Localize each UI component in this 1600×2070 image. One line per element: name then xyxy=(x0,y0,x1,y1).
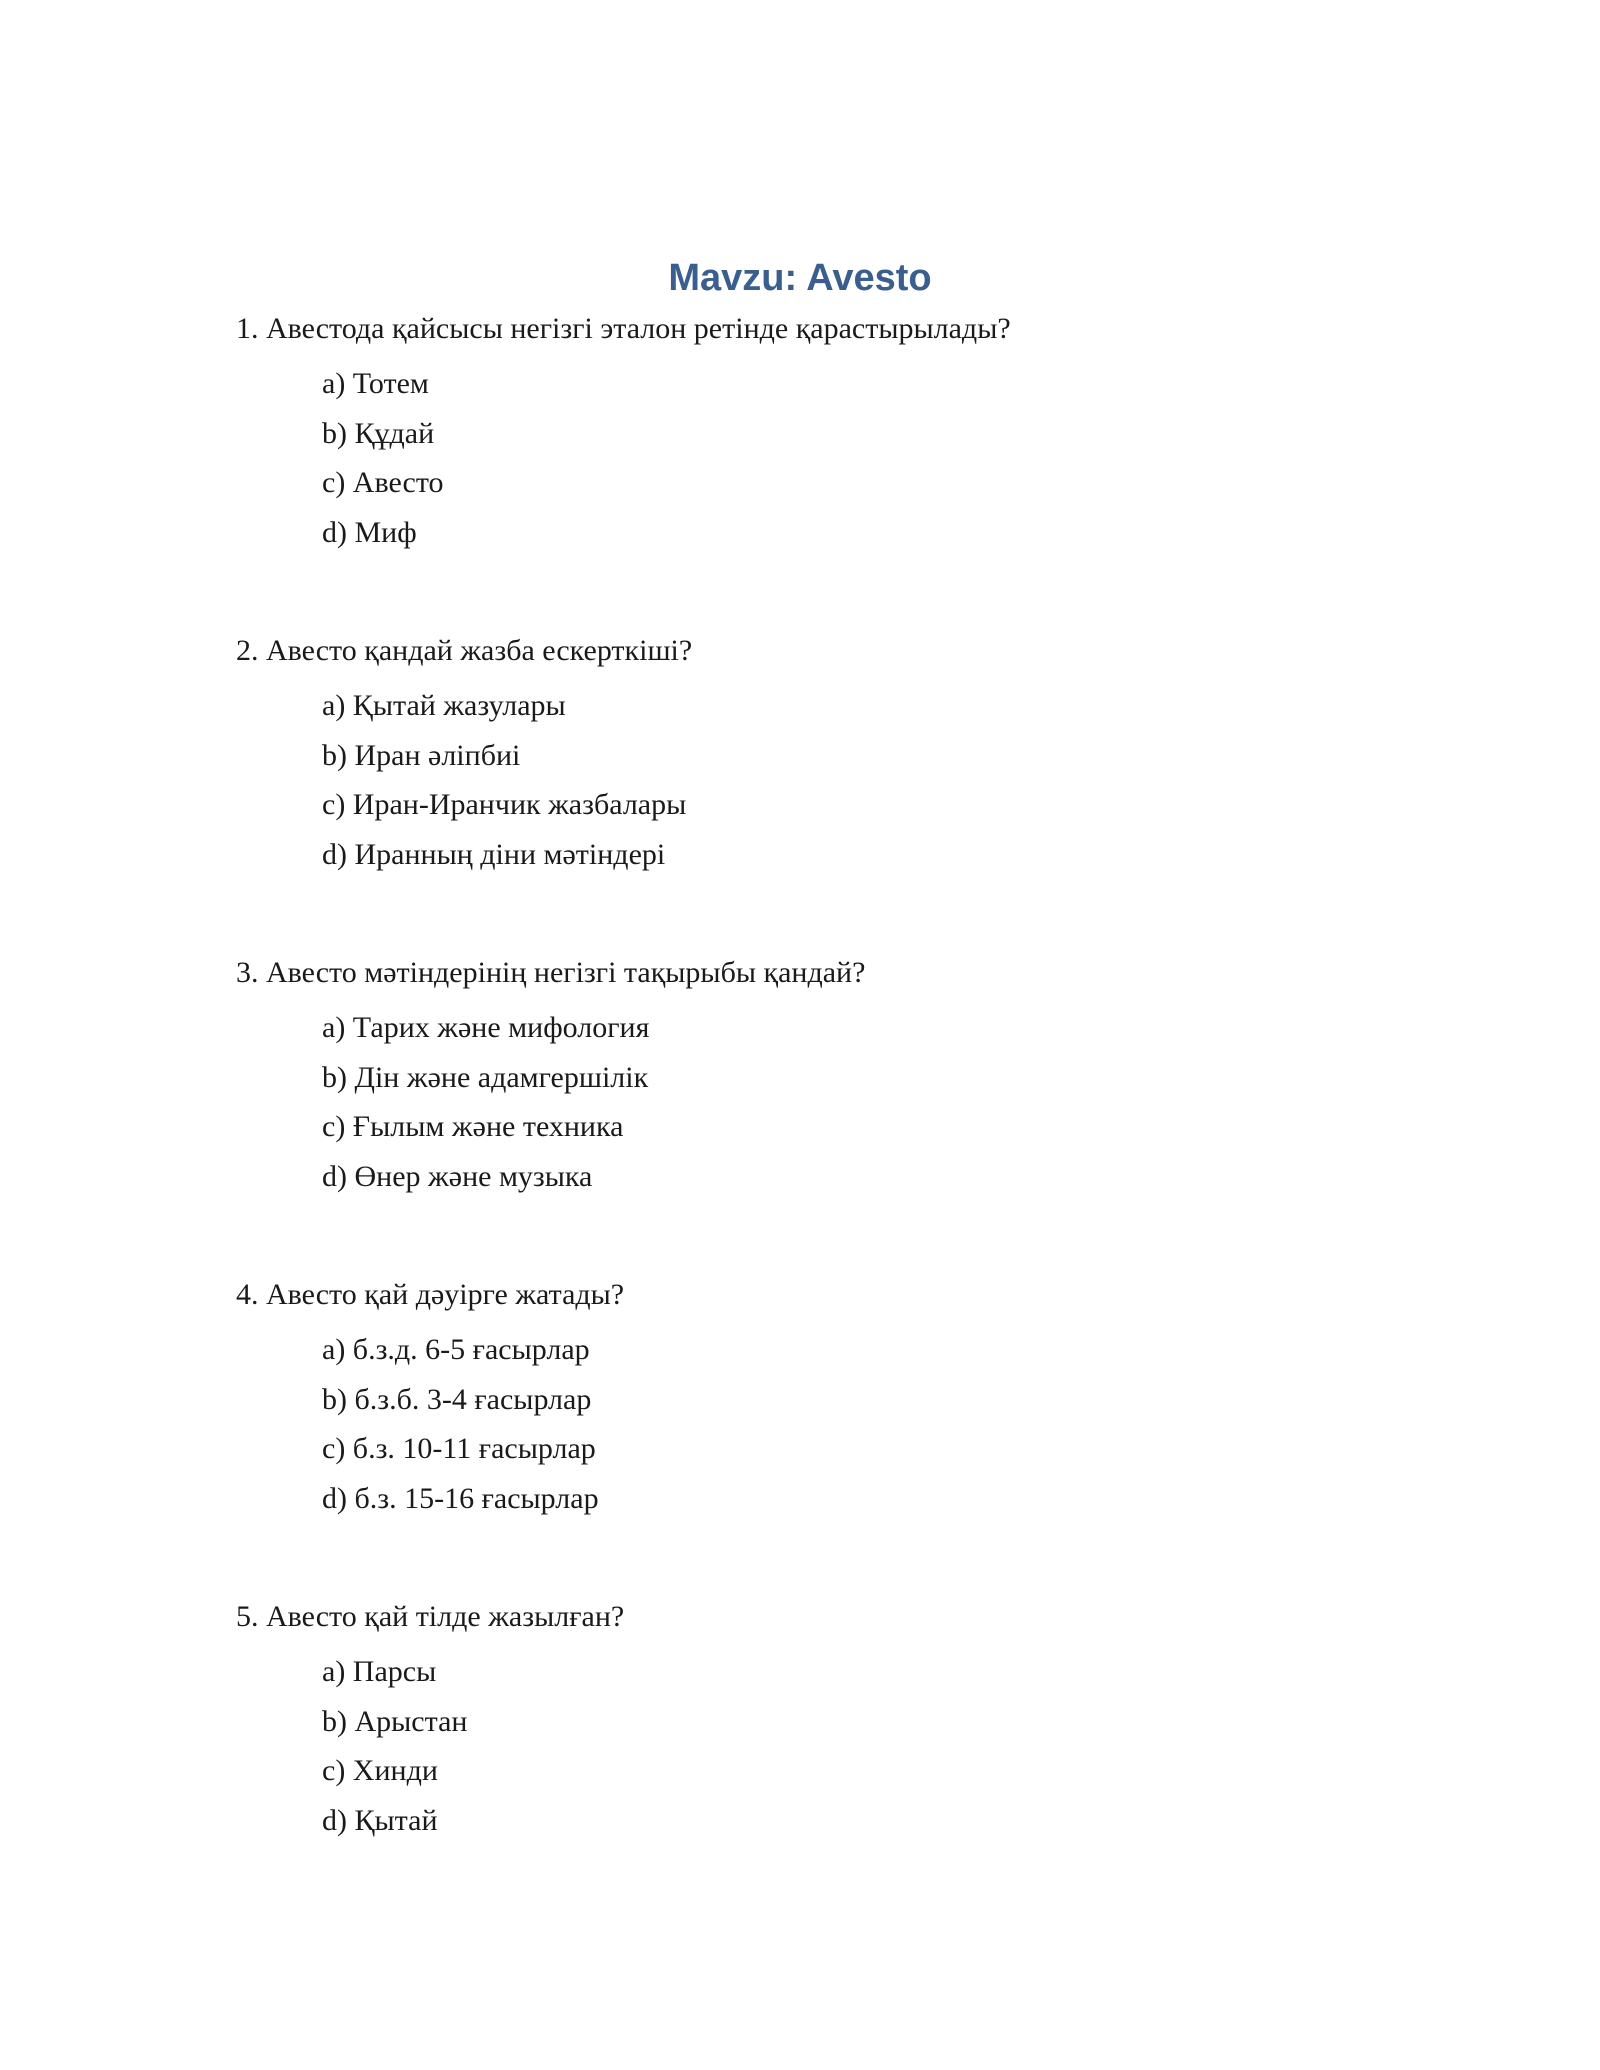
answer-options xyxy=(236,1325,1436,1523)
question-text: 2. Авесто қандай жазба ескерткіші? xyxy=(236,634,693,667)
answer-option: d) Иранның діни мәтіндері xyxy=(322,837,666,871)
answer-option: b) Дін және адамгершілік xyxy=(322,1060,649,1094)
answer-option: d) б.з. 15-16 ғасырлар xyxy=(322,1481,599,1515)
answer-option: b) Иран әліпбиі xyxy=(322,738,521,772)
answer-option: a) б.з.д. 6-5 ғасырлар xyxy=(322,1333,590,1366)
answer-option: b) Арыстан xyxy=(322,1704,468,1738)
answer-option: b) б.з.б. 3-4 ғасырлар xyxy=(322,1382,592,1416)
answer-option: a) Парсы xyxy=(322,1655,437,1688)
answer-option: c) Авесто xyxy=(322,466,444,499)
answer-option: a) Тарих және мифология xyxy=(322,1011,650,1044)
question-item xyxy=(236,305,1436,627)
answer-options xyxy=(236,1003,1436,1201)
answer-option: c) Хинди xyxy=(322,1754,438,1787)
question-text: 1. Авестода қайсысы негізгі эталон ретінде қарастырылады? xyxy=(236,312,1011,345)
question-item xyxy=(236,949,1436,1271)
answer-option: d) Өнер және музыка xyxy=(322,1159,593,1193)
question-item xyxy=(236,1271,1436,1593)
answer-options xyxy=(236,681,1436,879)
answer-option: d) Қытай xyxy=(322,1803,438,1837)
answer-options xyxy=(236,359,1436,557)
answer-option: a) Тотем xyxy=(322,367,429,400)
question-text: 4. Авесто қай дәуірге жатады? xyxy=(236,1278,625,1311)
document-title: Mavzu: Avesto xyxy=(668,257,932,299)
question-item xyxy=(236,627,1436,949)
question-list xyxy=(236,305,1436,1915)
answer-option: c) б.з. 10-11 ғасырлар xyxy=(322,1432,596,1465)
answer-option: d) Миф xyxy=(322,515,417,549)
question-item xyxy=(236,1593,1436,1915)
question-text: 5. Авесто қай тілде жазылған? xyxy=(236,1600,625,1633)
question-text: 3. Авесто мәтіндерінің негізгі тақырыбы қандай? xyxy=(236,956,866,989)
answer-option: c) Ғылым және техника xyxy=(322,1110,624,1143)
answer-option: c) Иран-Иранчик жазбалары xyxy=(322,788,687,821)
answer-options xyxy=(236,1647,1436,1845)
answer-option: b) Құдай xyxy=(322,416,435,450)
answer-option: a) Қытай жазулары xyxy=(322,689,566,722)
